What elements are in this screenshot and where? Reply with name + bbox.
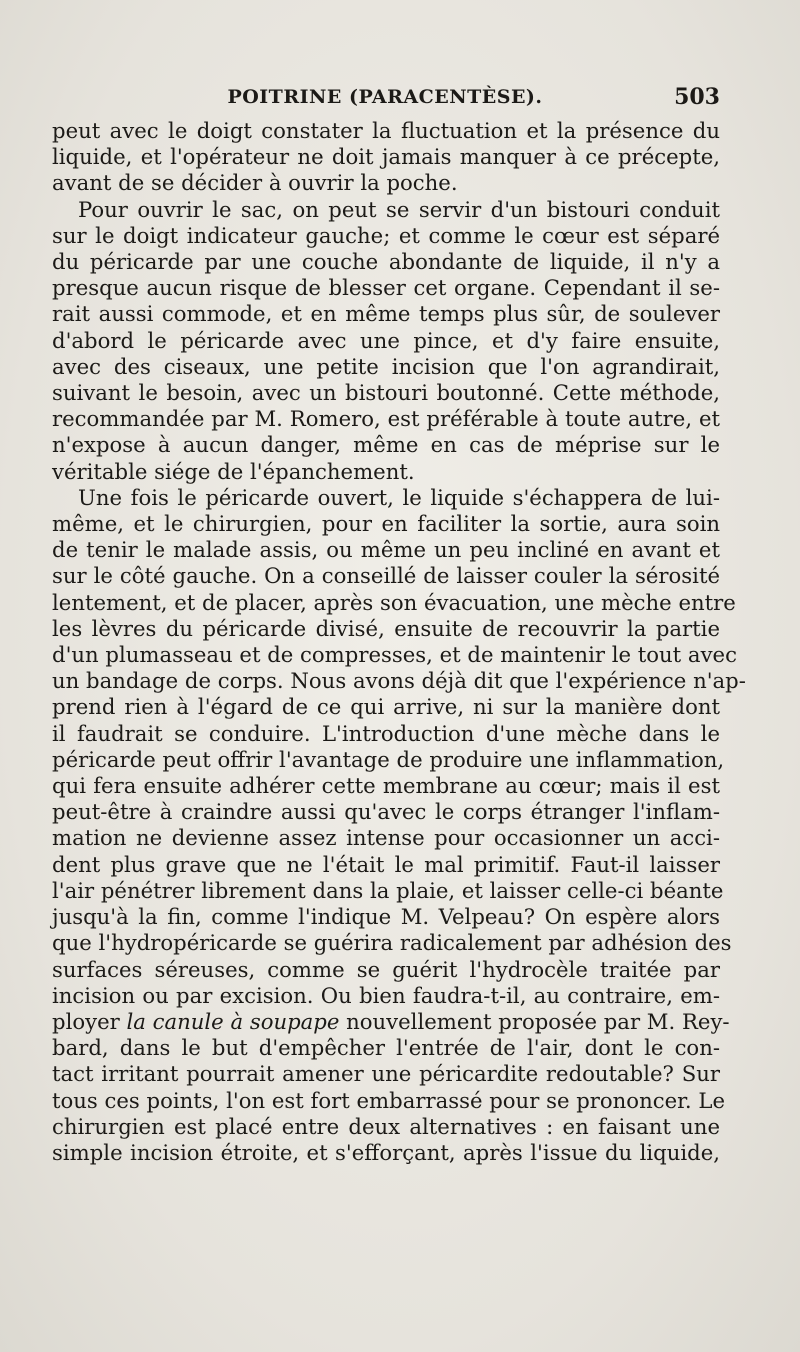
running-title: POITRINE (PARACENTÈSE). [227,86,543,108]
text-line: prend rien à l'égard de ce qui arrive, ni sur la manière dont [52,694,720,720]
text-line: liquide, et l'opérateur ne doit jamais manquer à ce précepte, [52,144,720,170]
text-line: du péricarde par une couche abondante de liquide, il n'y a [52,249,720,275]
body-text [52,118,746,1166]
text-line: d'abord le péricarde avec une pince, et d'y faire ensuite, [52,327,720,353]
text-line: les lèvres du péricarde divisé, ensuite de recouvrir la partie [52,615,720,641]
text-line: mation ne devienne assez intense pour occasionner un acci- [52,825,720,851]
text-line: tact irritant pourrait amener une péricardite redoutable? Sur [52,1061,720,1087]
text-line: Une fois le péricarde ouvert, le liquide s'échappera de lui- [78,484,720,510]
text-line: peut-être à craindre aussi qu'avec le corps étranger l'inflam- [52,799,720,825]
text-line: suivant le besoin, avec un bistouri boutonné. Cette méthode, [52,380,720,406]
text-line: tous ces points, l'on est fort embarrassé pour se prononcer. Le [52,1087,725,1113]
text-line: véritable siége de l'épanchement. [52,458,415,484]
text-line: il faudrait se conduire. L'introduction d'une mèche dans le [52,720,720,746]
text-line: de tenir le malade assis, ou même un peu incliné en avant et [52,537,720,563]
page-header [50,82,720,116]
text-line: avant de se décider à ouvrir la poche. [52,170,458,196]
text-line: l'air pénétrer librement dans la plaie, et laisser celle-ci béante [52,877,724,903]
text-line: dent plus grave que ne l'était le mal primitif. Faut-il laisser [52,851,720,877]
text-line: lentement, et de placer, après son évacuation, une mèche entre [52,589,736,615]
text-line: un bandage de corps. Nous avons déjà dit que l'expérience n'ap- [52,668,746,694]
text-line: incision ou par excision. Ou bien faudra-t-il, au contraire, em- [52,982,720,1008]
text-line: rait aussi commode, et en même temps plus sûr, de soulever [52,301,720,327]
text-line: presque aucun risque de blesser cet organe. Cependant il se- [52,275,720,301]
text-line: surfaces séreuses, comme se guérit l'hydrocèle traitée par [52,956,720,982]
text-line: n'expose à aucun danger, même en cas de méprise sur le [52,432,720,458]
text-line: qui fera ensuite adhérer cette membrane au cœur; mais il est [52,773,720,799]
text-line: chirurgien est placé entre deux alternatives : en faisant une [52,1113,720,1139]
text-line: simple incision étroite, et s'efforçant, après l'issue du liquide, [52,1139,720,1165]
text-line: jusqu'à la fin, comme l'indique M. Velpeau? On espère alors [52,904,720,930]
paragraph-3 [52,484,746,1166]
text-line: même, et le chirurgien, pour en faciliter la sortie, aura soin [52,511,720,537]
paragraph-1 [52,118,720,197]
text-line-with-italic [52,1008,730,1035]
text-line: bard, dans le but d'empêcher l'entrée de l'air, dont le con- [52,1035,720,1061]
text-line: recommandée par M. Romero, est préférable à toute autre, et [52,406,720,432]
text-line: sur le côté gauche. On a conseillé de laisser couler la sérosité [52,563,720,589]
text-line: peut avec le doigt constater la fluctuation et la présence du [52,118,720,143]
text-line: péricarde peut offrir l'avantage de produire une inflammation, [52,746,725,772]
text-fragment: ployer [52,1008,127,1034]
text-fragment: nouvellement proposée par M. Rey- [339,1008,730,1034]
text-line: avec des ciseaux, une petite incision que l'on agrandirait, [52,353,720,379]
text-line: d'un plumasseau et de compresses, et de maintenir le tout avec [52,642,737,668]
page-number: 503 [674,84,720,110]
italic-term: la canule à soupape [126,1008,340,1034]
text-line: Pour ouvrir le sac, on peut se servir d'un bistouri conduit [78,196,720,222]
text-line: que l'hydropéricarde se guérira radicalement par adhésion des [52,930,732,956]
paragraph-2 [52,197,720,485]
text-line: sur le doigt indicateur gauche; et comme le cœur est séparé [52,222,720,248]
